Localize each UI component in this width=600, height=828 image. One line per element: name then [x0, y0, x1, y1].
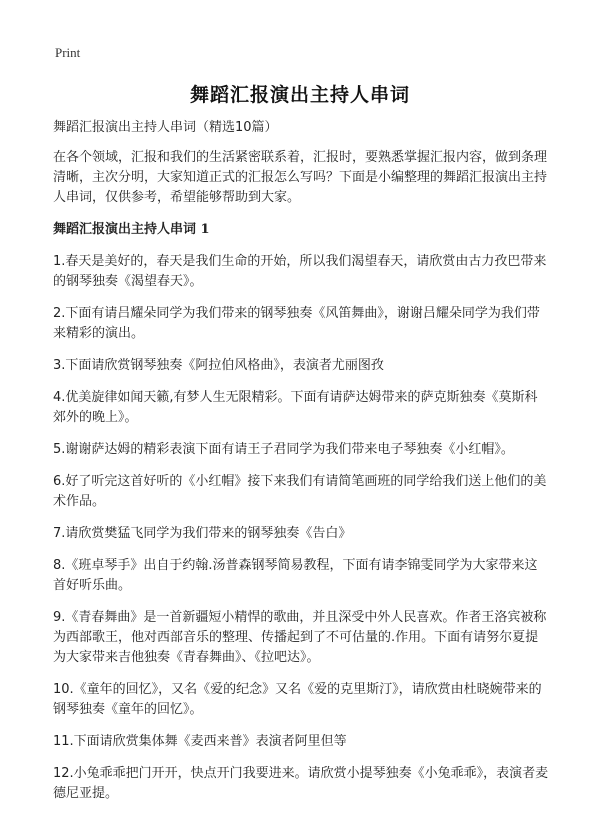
list-item: 4.优美旋律如闻天籁,有梦人生无限精彩。下面有请萨达姆带来的萨克斯独奏《莫斯科郊外的晚上》。 — [53, 390, 538, 425]
document-subtitle: 舞蹈汇报演出主持人串词（精选10篇） — [53, 120, 278, 135]
page-title: 舞蹈汇报演出主持人串词 — [189, 84, 410, 106]
list-item: 11.下面请欣赏集体舞《麦西来普》表演者阿里但等 — [53, 734, 347, 749]
list-item: 12.小兔乖乖把门开开，快点开门我要进来。请欣赏小提琴独奏《小兔乖乖》，表演者麦德尼亚提。 — [53, 766, 549, 801]
list-item: 9.《青春舞曲》是一首新疆短小精悍的歌曲，并且深受中外人民喜欢。作者王洛宾被称为西部歌王，他对西部音乐的整理、传播起到了不可估量的.作用。下面有请努尔夏提为大家带来吉他独奏《青春舞曲》、《拉吧达》。 — [53, 610, 547, 665]
list-item: 6.好了听完这首好听的《小红帽》接下来我们有请简笔画班的同学给我们送上他们的美术作品。 — [53, 474, 547, 509]
list-item: 1.春天是美好的，春天是我们生命的开始，所以我们渴望春天，请欣赏由古力孜巴带来的钢琴独奏《渴望春天》。 — [53, 254, 547, 289]
list-item: 8.《班卓琴手》出自于约翰.汤普森钢琴简易教程，下面有请李锦雯同学为大家带来这首好听乐曲。 — [53, 558, 538, 593]
section-heading: 舞蹈汇报演出主持人串词 1 — [53, 222, 210, 237]
list-item: 7.请欣赏樊猛飞同学为我们带来的钢琴独奏《告白》 — [53, 526, 352, 541]
list-item: 5.谢谢萨达姆的精彩表演下面有请王子君同学为我们带来电子琴独奏《小红帽》。 — [53, 442, 514, 457]
document-body — [53, 118, 549, 816]
list-item: 10.《童年的回忆》，又名《爱的纪念》又名《爱的克里斯汀》，请欣赏由杜晓婉带来的钢琴独奏《童年的回忆》。 — [53, 682, 542, 717]
print-label[interactable]: Print — [55, 45, 81, 60]
intro-paragraph: 在各个领域，汇报和我们的生活紧密联系着，汇报时，要熟悉掌握汇报内容，做到条理清晰，主次分明，大家知道正式的汇报怎么写吗？下面是小编整理的舞蹈汇报演出主持人串词，仅供参考，希望能够帮助到大家。 — [53, 150, 548, 205]
list-item: 2.下面有请吕耀朵同学为我们带来的钢琴独奏《风笛舞曲》，谢谢吕耀朵同学为我们带来精彩的演出。 — [53, 306, 540, 341]
list-item: 3.下面请欣赏钢琴独奏《阿拉伯风格曲》，表演者尤丽图孜 — [53, 358, 384, 373]
